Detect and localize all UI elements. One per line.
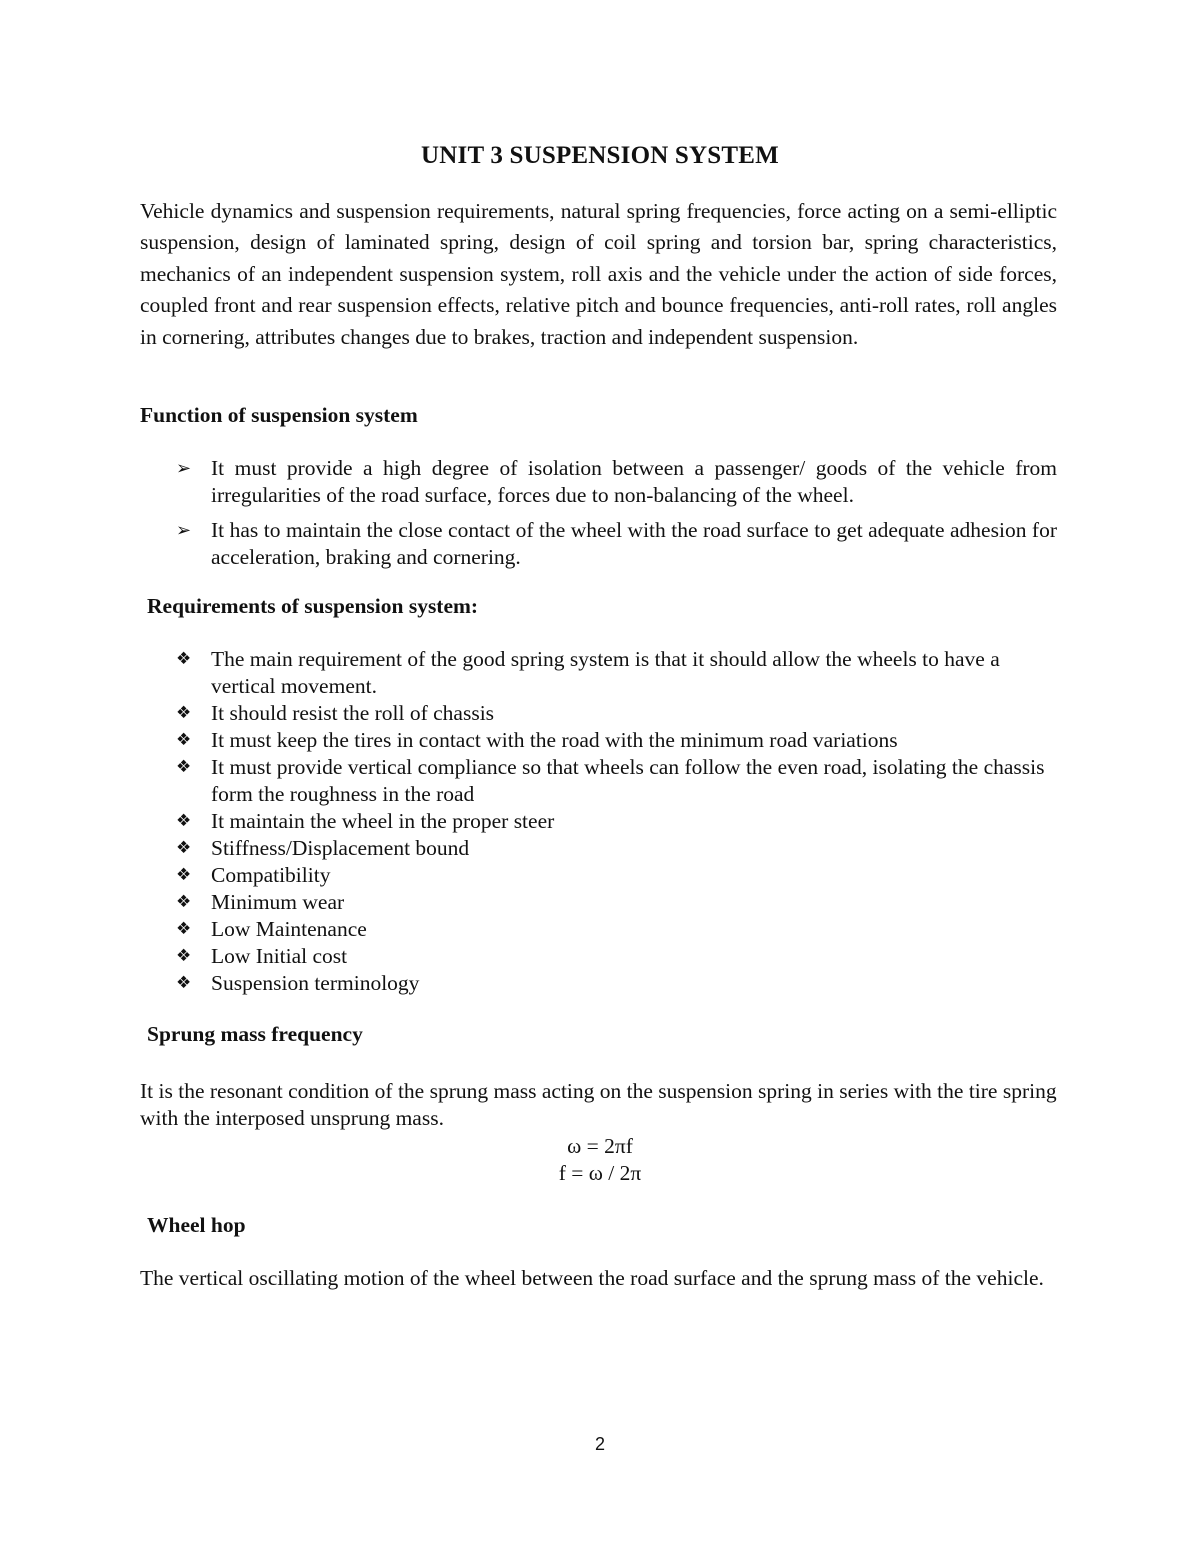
- list-item-text: The main requirement of the good spring system is that it should allow the wheels to have a vertical movement.: [211, 647, 1000, 698]
- list-item: [176, 916, 1066, 943]
- list-item: [176, 889, 1066, 916]
- page-number: 2: [594, 1434, 605, 1454]
- list-item-text: Compatibility: [211, 863, 331, 887]
- wheel-hop-paragraph: The vertical oscillating motion of the wheel between the road surface and the sprung mass of the vehicle.: [140, 1266, 1044, 1290]
- list-item-text: Low Maintenance: [211, 917, 367, 941]
- wheel-hop-heading: Wheel hop: [147, 1213, 246, 1237]
- list-item-text: It must keep the tires in contact with the road with the minimum road variations: [211, 728, 898, 752]
- diamond-bullet-icon: ❖: [176, 703, 192, 723]
- list-item-text: It must provide a high degree of isolation between a passenger/ goods of the vehicle from irregularities of the road surface, forces due to non-balancing of the wheel.: [211, 456, 1057, 507]
- diamond-bullet-icon: ❖: [176, 838, 192, 858]
- requirements-heading: Requirements of suspension system:: [147, 594, 479, 618]
- diamond-bullet-icon: ❖: [176, 811, 192, 831]
- list-item: [176, 517, 1057, 571]
- page-title: UNIT 3 SUSPENSION SYSTEM: [421, 142, 779, 169]
- list-item: [176, 727, 1066, 754]
- diamond-bullet-icon: ❖: [176, 973, 192, 993]
- list-item: [176, 862, 1066, 889]
- list-item-text: It maintain the wheel in the proper steer: [211, 809, 555, 833]
- list-item: [176, 754, 1066, 808]
- list-item: [176, 455, 1057, 509]
- list-item-text: Minimum wear: [211, 890, 345, 914]
- arrow-bullet-icon: ➢: [176, 520, 192, 541]
- list-item-text: It should resist the roll of chassis: [211, 701, 495, 725]
- diamond-bullet-icon: ❖: [176, 892, 192, 912]
- diamond-bullet-icon: ❖: [176, 730, 192, 750]
- diamond-bullet-icon: ❖: [176, 946, 192, 966]
- list-item-text: It must provide vertical compliance so that wheels can follow the even road, isolating the chassis form the roughness in the road: [211, 755, 1045, 806]
- sprung-mass-heading: Sprung mass frequency: [147, 1022, 363, 1046]
- list-item-text: Low Initial cost: [211, 944, 348, 968]
- list-item: [176, 943, 1066, 970]
- function-heading: Function of suspension system: [140, 403, 418, 427]
- formula-frequency: f = ω / 2π: [558, 1161, 642, 1185]
- function-list: [176, 455, 1057, 579]
- list-item-text: It has to maintain the close contact of the wheel with the road surface to get adequate adhesion for acceleration, braking and cornering.: [211, 518, 1057, 569]
- formula-omega: ω = 2πf: [567, 1134, 633, 1158]
- list-item: [176, 646, 1066, 700]
- diamond-bullet-icon: ❖: [176, 649, 192, 669]
- list-item: [176, 835, 1066, 862]
- list-item-text: Stiffness/Displacement bound: [211, 836, 470, 860]
- list-item: [176, 970, 1066, 997]
- requirements-list: [176, 646, 1066, 997]
- list-item: [176, 700, 1066, 727]
- sprung-mass-paragraph: It is the resonant condition of the sprung mass acting on the suspension spring in series with the tire spring with the interposed unsprung mass.: [140, 1079, 1057, 1130]
- intro-paragraph: Vehicle dynamics and suspension requirements, natural spring frequencies, force acting on a semi-elliptic suspension, design of laminated spring, design of coil spring and torsion bar, spring characteristics, mechanics of an independent suspension system, roll axis and the vehicle under the action of side forces, coupled front and rear suspension effects, relative pitch and bounce frequencies, anti-roll rates, roll angles in cornering, attributes changes due to brakes, traction and independent suspension.: [140, 199, 1057, 349]
- list-item-text: Suspension terminology: [211, 971, 420, 995]
- diamond-bullet-icon: ❖: [176, 757, 192, 777]
- arrow-bullet-icon: ➢: [176, 458, 192, 479]
- diamond-bullet-icon: ❖: [176, 919, 192, 939]
- diamond-bullet-icon: ❖: [176, 865, 192, 885]
- list-item: [176, 808, 1066, 835]
